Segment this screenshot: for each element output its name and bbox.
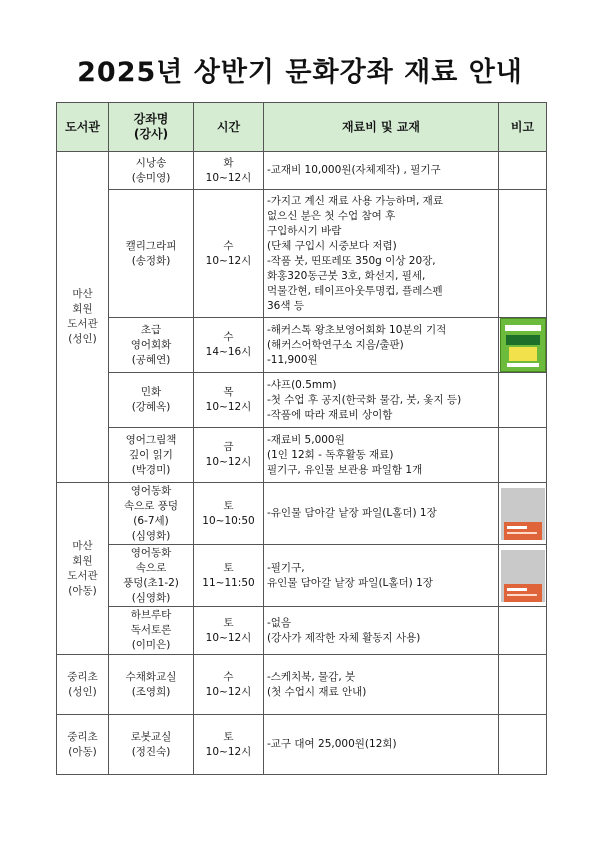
library-cell: 중리초 (성인) xyxy=(57,655,109,715)
header-course: 강좌명 (강사) xyxy=(109,103,194,152)
table-row xyxy=(57,152,547,190)
table-row xyxy=(57,318,547,373)
note-cell xyxy=(499,428,547,483)
materials-cell: -필기구, 유인물 담아갈 낱장 파일(L홀더) 1장 xyxy=(264,545,499,607)
materials-cell: -스케치북, 물감, 붓 (첫 수업시 재료 안내) xyxy=(264,655,499,715)
course-cell: 시낭송 (송미영) xyxy=(109,152,194,190)
library-cell: 마산 회원 도서관 (성인) xyxy=(57,152,109,483)
course-cell: 하브루타 독서토론 (이미은) xyxy=(109,607,194,655)
header-time: 시간 xyxy=(194,103,264,152)
materials-cell: -가지고 계신 재료 사용 가능하며, 재료 없으신 분은 첫 수업 참여 후 구입하시기 바람 (단체 구입시 시중보다 저렴) -작품 붓, 띤또레또 350g 이상 20장, 화홍320동근붓 3호, 화선지, 필세, 먹물간현, 테이프아웃투명컵, 플레스펜 36색 등 xyxy=(264,190,499,318)
note-cell xyxy=(499,373,547,428)
time-cell: 목 10~12시 xyxy=(194,373,264,428)
course-cell: 영어동화 속으로 풍덩 (6-7세) (심영화) xyxy=(109,483,194,545)
course-cell: 캘리그라피 (송정화) xyxy=(109,190,194,318)
note-cell xyxy=(499,152,547,190)
time-cell: 수 14~16시 xyxy=(194,318,264,373)
materials-cell: -없음 (강사가 제작한 자체 활동지 사용) xyxy=(264,607,499,655)
materials-cell: -유인물 담아갈 낱장 파일(L홀더) 1장 xyxy=(264,483,499,545)
course-cell: 수채화교실 (조영희) xyxy=(109,655,194,715)
note-cell xyxy=(499,607,547,655)
note-cell xyxy=(499,483,547,545)
library-cell: 마산 회원 도서관 (아동) xyxy=(57,483,109,655)
page-title: 2025년 상반기 문화강좌 재료 안내 xyxy=(77,57,523,88)
course-cell: 영어그림책 깊이 읽기 (박경미) xyxy=(109,428,194,483)
header-materials: 재료비 및 교재 xyxy=(264,103,499,152)
note-cell xyxy=(499,655,547,715)
l-holder-folder-icon xyxy=(501,488,545,540)
note-cell xyxy=(499,545,547,607)
note-cell xyxy=(499,318,547,373)
table-row xyxy=(57,483,547,545)
header-note: 비고 xyxy=(499,103,547,152)
table-row xyxy=(57,545,547,607)
course-cell: 민화 (강혜옥) xyxy=(109,373,194,428)
materials-cell: -재료비 5,000원 (1인 12회 - 독후활동 재료) 필기구, 유인물 보관용 파일함 1개 xyxy=(264,428,499,483)
time-cell: 수 10~12시 xyxy=(194,655,264,715)
l-holder-folder-icon xyxy=(501,550,545,602)
note-cell xyxy=(499,190,547,318)
materials-cell: -교구 대여 25,000원(12회) xyxy=(264,715,499,775)
table-row xyxy=(57,655,547,715)
table-row xyxy=(57,428,547,483)
materials-cell: -해커스톡 왕초보영어회화 10분의 기적 (해커스어학연구소 지음/출판) -11,900원 xyxy=(264,318,499,373)
materials-table xyxy=(56,102,547,775)
note-cell xyxy=(499,715,547,775)
table-row xyxy=(57,190,547,318)
materials-cell: -교재비 10,000원(자체제작) , 필기구 xyxy=(264,152,499,190)
library-cell: 중리초 (아동) xyxy=(57,715,109,775)
table-row xyxy=(57,715,547,775)
course-cell: 초급 영어회화 (공혜연) xyxy=(109,318,194,373)
time-cell: 토 10~10:50 xyxy=(194,483,264,545)
header-library: 도서관 xyxy=(57,103,109,152)
table-row xyxy=(57,373,547,428)
table-row xyxy=(57,607,547,655)
time-cell: 토 10~12시 xyxy=(194,607,264,655)
time-cell: 토 11~11:50 xyxy=(194,545,264,607)
time-cell: 금 10~12시 xyxy=(194,428,264,483)
time-cell: 수 10~12시 xyxy=(194,190,264,318)
course-cell: 영어동화 속으로 풍덩(초1-2) (심영화) xyxy=(109,545,194,607)
table-header-row xyxy=(57,103,547,152)
materials-cell: -샤프(0.5mm) -첫 수업 후 공지(한국화 물감, 붓, 옻지 등) -작품에 따라 재료비 상이함 xyxy=(264,373,499,428)
time-cell: 화 10~12시 xyxy=(194,152,264,190)
textbook-cover-icon xyxy=(500,318,546,372)
time-cell: 토 10~12시 xyxy=(194,715,264,775)
course-cell: 로봇교실 (정진숙) xyxy=(109,715,194,775)
